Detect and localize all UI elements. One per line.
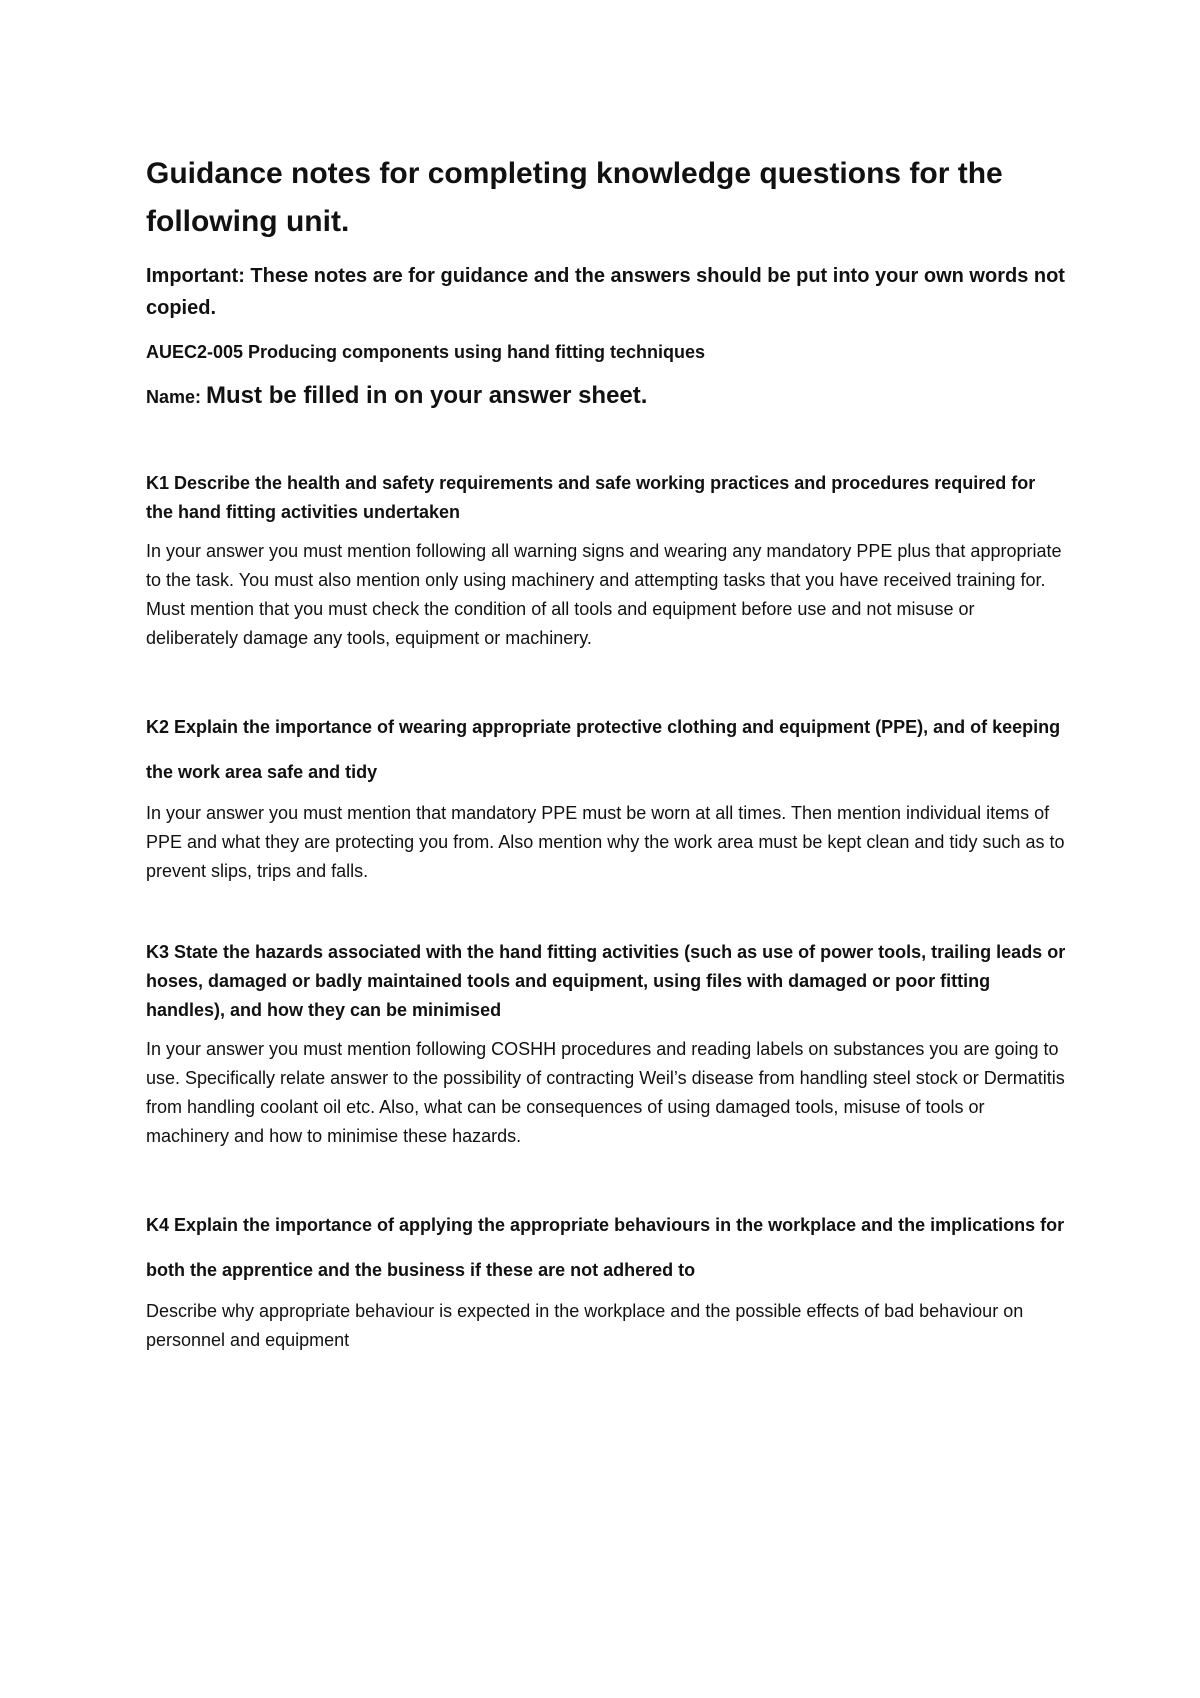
name-label: Name: xyxy=(146,387,207,407)
important-note: Important: These notes are for guidance and the answers should be put into your own words not copied. xyxy=(146,265,1065,319)
document-content xyxy=(146,150,1066,1355)
question-k2: K2 Explain the importance of wearing appropriate protective clothing and equipment (PPE), and of keeping the work area safe and tidy xyxy=(146,717,1061,782)
section-k2 xyxy=(146,705,1066,886)
answer-k4: Describe why appropriate behaviour is expected in the workplace and the possible effects of bad behaviour on personnel and equipment xyxy=(146,1301,1024,1350)
question-k1: K1 Describe the health and safety requirements and safe working practices and procedures required for the hand fitting activities undertaken xyxy=(146,473,1036,522)
answer-k3: In your answer you must mention following COSHH procedures and reading labels on substances you are going to use. Specifically relate answer to the possibility of contracting Weil’s disease from handling steel stock or Dermatitis from handling coolant oil etc. Also, what can be consequences of using damaged tools, misuse of tools or machinery and how to minimise these hazards. xyxy=(146,1039,1065,1146)
question-k3: K3 State the hazards associated with the hand fitting activities (such as use of power tools, trailing leads or hoses, damaged or badly maintained tools and equipment, using files with damaged or poor fitting handles), and how they can be minimised xyxy=(146,942,1066,1020)
name-line xyxy=(146,380,1066,413)
name-instruction: Must be filled in on your answer sheet. xyxy=(206,382,648,409)
answer-k2: In your answer you must mention that mandatory PPE must be worn at all times. Then mention individual items of PPE and what they are protecting you from. Also mention why the work area must be kept clean and tidy such as to prevent slips, trips and falls. xyxy=(146,803,1065,881)
section-k3 xyxy=(146,938,1066,1151)
answer-k1: In your answer you must mention following all warning signs and wearing any mandatory PPE plus that appropriate to the task. You must also mention only using machinery and attempting tasks that you have received training for. Must mention that you must check the condition of all tools and equipment before use and not misuse or deliberately damage any tools, equipment or machinery. xyxy=(146,541,1062,648)
section-k4 xyxy=(146,1203,1066,1355)
document-title: Guidance notes for completing knowledge questions for the following unit. xyxy=(146,157,1003,238)
unit-title: AUEC2-005 Producing components using hand fitting techniques xyxy=(146,342,706,362)
section-k1 xyxy=(146,469,1066,653)
question-k4: K4 Explain the importance of applying the appropriate behaviours in the workplace and the implications for both the apprentice and the business if these are not adhered to xyxy=(146,1215,1065,1280)
